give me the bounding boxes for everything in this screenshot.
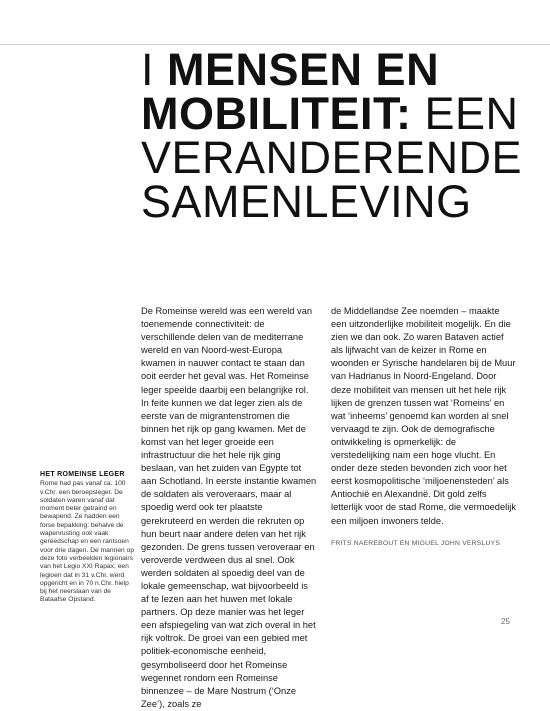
- chapter-title: [141, 44, 541, 227]
- sidebar-text: Rome had pas vanaf ca. 100 v.Chr. een beroepsleger. De soldaten waren vanaf dat moment beter getraind en bewapend. Ze hadden een forse bepakking: behalve de wapenrusting ook vaak gereedschap en een rantsoen voor drie dagen. De mannen op deze foto verbeelden legionairs van het Legio XXI Rapax, een legioen dat in 31 v.Chr. werd opgericht en in 70 n.Chr. hielp bij het neerslaan van de Bataafse Opstand.: [40, 480, 135, 604]
- body-paragraph-2: de Middellandse Zee noemden – maakte een uitzonderlijke mobiliteit mogelijk. En die zien we dan ook. Zo waren Bataven actief als lijfwacht van de keizer in Rome en woonden er Syrische handelaren bij de Muur van Hadrianus in Noord-Engeland. Door deze mobiliteit van mensen uit het hele rijk lijken de grenzen tussen wat ‘Romeins’ en wat ‘inheems’ genoemd kan worden al snel vervaagd te zijn. Ook de demografische ontwikkeling is opmerkelijk: de verstedelijking nam een hoge vlucht. En onder deze steden bevonden zich voor het eerst kosmopolitische ‘miljoenensteden’ als Antiochië en Alexandrië. Dit gold zelfs letterlijk voor de stad Rome, die vermoedelijk een miljoen inwoners telde.: [331, 306, 516, 526]
- chapter-title-light: EEN VERANDERENDE SAMENLEVING: [141, 88, 523, 227]
- chapter-number: I: [141, 44, 155, 95]
- sidebar-caption: [40, 471, 136, 605]
- chapter-title-bold: MENSEN EN MOBILITEIT:: [141, 44, 440, 139]
- page-number: 25: [501, 617, 510, 626]
- author-credit: FRITS NAEREBOUT EN MIGUEL JOHN VERSLUYS: [331, 539, 501, 547]
- body-column-1: [141, 305, 317, 711]
- sidebar-heading: HET ROMEINSE LEGER: [40, 471, 125, 478]
- body-column-2: [331, 305, 516, 550]
- body-paragraph-1: De Romeinse wereld was een wereld van toenemende connectiviteit: de verschillende delen van de mediterrane wereld en van Noord-west-Europa kwamen in nauwer contact te staan dan ooit eerder het geval was. Het Romeinse leger speelde daarbij een belangrijke rol. In feite kunnen we dat leger zien als de eerste van de migrantenstromen die binnen het rijk op gang kwamen. Met de komst van het leger groeide een infrastructuur die het hele rijk ging beslaan, van het zuiden van Egypte tot aan Schotland. In eerste instantie kwamen de soldaten als veroveraars, maar al spoedig werd ook ter plaatste gerekruteerd en werden die rekruten op hun beurt naar andere delen van het rijk gezonden. De grens tussen veroveraar en veroverde verdween dus al snel. Ook werden soldaten al spoedig deel van de lokale gemeenschap, wat bijvoorbeeld is af te lezen aan het huwen met lokale partners. Op deze manier was het leger een afspiegeling van wat zich overal in het rijk voltrok. De groei van een gebied met politiek-economische eenheid, gesymboliseerd door het Romeinse wegennet rondom een Romeinse binnenzee – de Mare Nostrum (‘Onze Zee’), zoals ze: [141, 306, 317, 709]
